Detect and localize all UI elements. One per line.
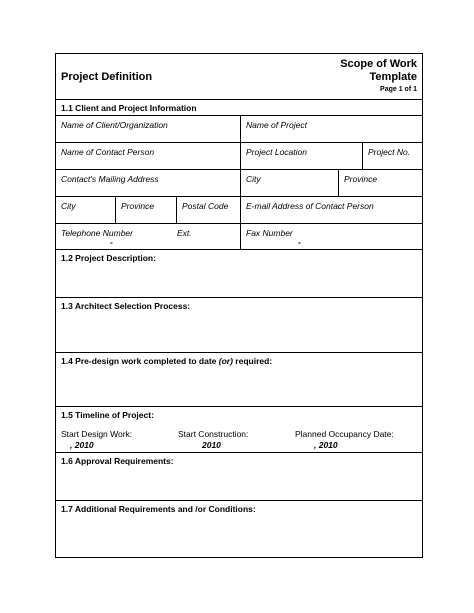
client-row [56,116,422,143]
section-1-3-heading: 1.3 Architect Selection Process: [61,301,191,311]
section-1-1-heading-cell [56,100,422,115]
ext-label: Ext. [177,228,192,238]
section-1-6 [56,453,422,501]
province2-label: Province [121,201,155,211]
city2-label: City [61,201,76,211]
approval-requirements-field[interactable] [56,453,422,500]
contact-person-label: Name of Contact Person [61,147,155,157]
contact-person-field[interactable] [56,143,241,169]
mailing-address-field[interactable] [56,170,241,196]
client-org-field[interactable] [56,116,241,142]
section-1-1-heading-row [56,100,422,116]
section-1-2-heading: 1.2 Project Description: [61,253,156,263]
header-right [282,54,422,99]
form-header [56,54,422,100]
pre-design-work-field[interactable] [56,353,422,406]
fax-dash: - [298,237,301,247]
section-1-5-heading: 1.5 Timeline of Project: [61,410,154,420]
province-label: Province [344,174,378,184]
section-1-4-heading [61,356,272,366]
section-1-4-heading-part1: 1.4 Pre-design work completed to date [61,356,219,366]
contact-row [56,143,422,170]
section-1-5 [56,407,422,453]
telephone-field[interactable] [56,224,241,249]
page-number: Page 1 of 1 [380,86,417,93]
postal-code-field[interactable] [177,197,241,223]
start-design-label: Start Design Work: [61,429,133,439]
additional-requirements-field[interactable] [56,501,422,557]
city-field[interactable] [241,170,339,196]
project-name-field[interactable] [241,116,422,142]
section-1-7 [56,501,422,557]
mailing-address-label: Contact's Mailing Address [61,174,159,184]
project-location-field[interactable] [241,143,363,169]
section-1-3 [56,298,422,353]
start-design-value: , 2010 [70,440,94,450]
project-no-field[interactable] [363,143,422,169]
section-1-4-heading-or: (or) [218,356,233,366]
city2-field[interactable] [56,197,116,223]
client-org-label: Name of Client/Organization [61,120,168,130]
section-1-4 [56,353,422,407]
doc-title-line2: Template [369,71,417,83]
section-1-2 [56,250,422,298]
section-1-4-heading-part2: required: [232,356,273,366]
section-1-7-heading: 1.7 Additional Requirements and /or Conditions: [61,504,256,514]
start-construction-value: 2010 [202,440,221,450]
timeline-field[interactable] [56,407,422,452]
section-1-6-heading: 1.6 Approval Requirements: [61,456,174,466]
province-field[interactable] [339,170,422,196]
city-label: City [246,174,261,184]
section-1-1-heading: 1.1 Client and Project Information [61,103,197,113]
scope-of-work-form [55,53,423,558]
project-name-label: Name of Project [246,120,307,130]
postal-code-label: Postal Code [182,201,229,211]
project-description-field[interactable] [56,250,422,297]
province2-field[interactable] [116,197,177,223]
project-definition-title: Project Definition [61,71,153,83]
phone-row [56,224,422,250]
address-detail-row [56,197,422,224]
phone-dash: - [110,237,113,247]
email-label: E-mail Address of Contact Person [246,201,374,211]
occupancy-label: Planned Occupancy Date: [295,429,394,439]
start-construction-label: Start Construction: [178,429,249,439]
doc-title-line1: Scope of Work [340,58,417,70]
architect-selection-field[interactable] [56,298,422,352]
header-left [56,54,282,99]
fax-field[interactable] [241,224,422,249]
telephone-label: Telephone Number [61,228,133,238]
email-field[interactable] [241,197,422,223]
mailing-row [56,170,422,197]
project-location-label: Project Location [246,147,307,157]
project-no-label: Project No. [368,147,411,157]
fax-label: Fax Number [246,228,293,238]
occupancy-value: , 2010 [314,440,338,450]
